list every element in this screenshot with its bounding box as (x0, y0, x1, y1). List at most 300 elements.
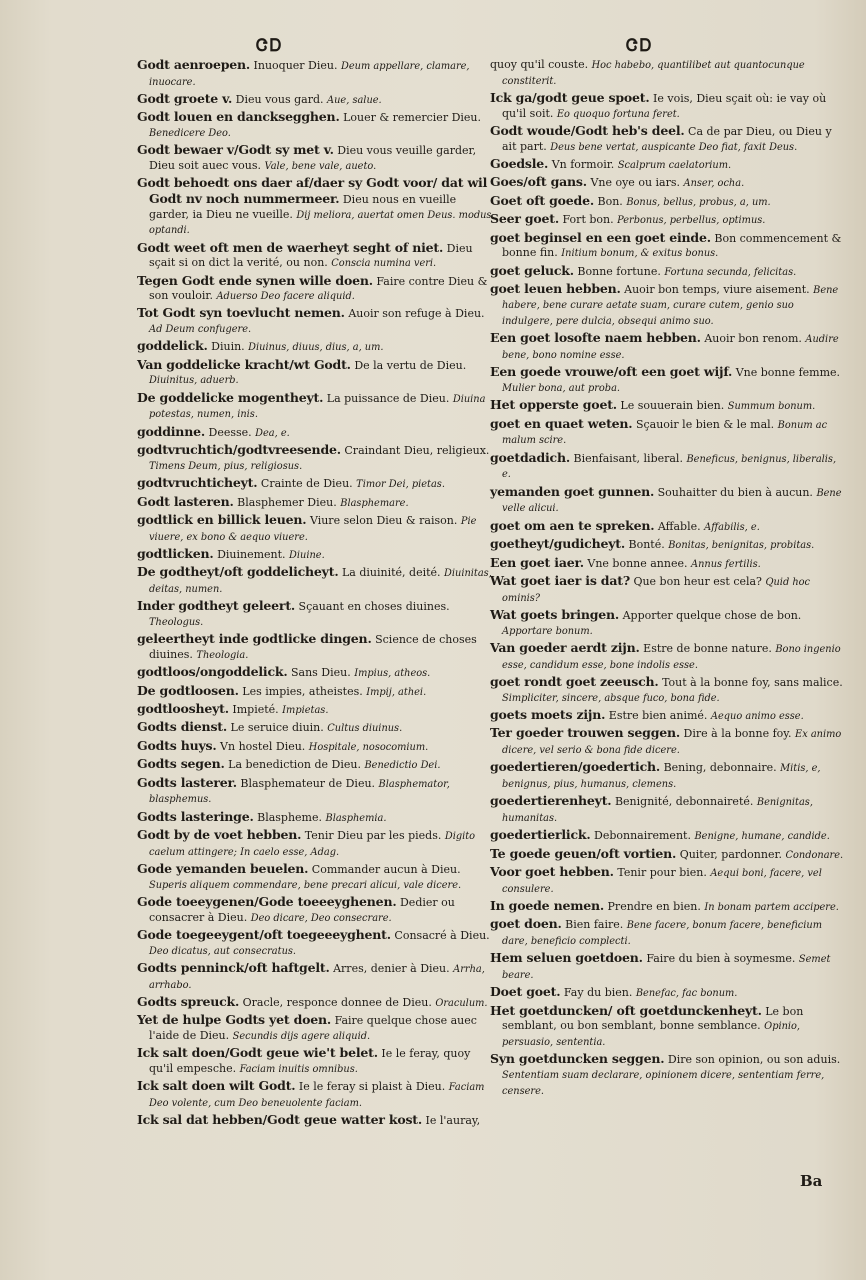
entry-french: Le souuerain bien. (620, 399, 725, 413)
entry-latin: Annus fertilis. (691, 558, 761, 570)
entry-headword: Hem seluen goetdoen. (490, 950, 643, 966)
dictionary-entry (137, 274, 493, 305)
dictionary-entry (137, 1013, 493, 1044)
entry-latin: Scalprum caelatorium. (617, 159, 732, 171)
entry-latin: Hoc habebo, quantilibet aut quantocunque constiterit. (502, 60, 805, 87)
entry-headword: Godt bewaer v/Godt sy met v. (137, 142, 334, 158)
entry-headword: goedertieren/goedertich. (490, 759, 661, 775)
entry-latin: Semet beare. (502, 954, 831, 981)
entry-headword: Godts lasterer. (137, 774, 237, 790)
entry-french: Estre de bonne nature. (643, 641, 772, 655)
dictionary-entry (137, 425, 493, 442)
entry-latin: Diuinitus, aduerb. (149, 375, 239, 387)
entry-latin: Bonum ac malum scire. (502, 419, 828, 447)
entry-french: Ca de par Dieu, ou Dieu y ait part. (502, 124, 832, 153)
entry-latin: Cultus diuinus. (327, 723, 403, 735)
entry-french: Arres, denier à Dieu. (333, 961, 450, 975)
entry-french: Le seruice diuin. (230, 721, 324, 735)
entry-latin: Audire bene, bono nomine esse. (502, 334, 839, 362)
entry-headword: goedertierlick. (490, 827, 591, 843)
entry-headword: Godts huys. (137, 737, 217, 753)
dictionary-entry (137, 632, 493, 663)
entry-latin: Blasphemia. (325, 812, 387, 824)
entry-latin: Theologus. (149, 616, 204, 628)
dictionary-entry (490, 951, 846, 983)
entry-french: Bon. (597, 194, 623, 208)
entry-latin: Secundis dijs agere aliquid. (232, 1030, 371, 1042)
entry-latin: Benigne, humane, candide. (694, 831, 830, 843)
entry-latin: Apportare bonum. (502, 625, 593, 637)
dictionary-entry (137, 720, 493, 737)
entry-latin: Quid hoc ominis? (502, 576, 811, 604)
entry-latin: Arrha, arrhabo. (149, 963, 485, 991)
entry-french: Vne oye ou iars. (590, 176, 680, 190)
entry-headword: Seer goet. (490, 211, 560, 227)
entry-latin: Initium bonum, & exitus bonus. (561, 248, 719, 260)
entry-french: Science de choses diuines. (149, 633, 477, 661)
entry-french: Oracle, responce donnee de Dieu. (242, 995, 432, 1009)
entry-french: Sans Dieu. (290, 666, 351, 680)
entry-latin: Superis aliquem commendare, bene precari alicui, vale dicere. (149, 879, 462, 891)
entry-headword: Ick salt doen wilt Godt. (137, 1078, 296, 1094)
entry-headword: Wat goets bringen. (490, 606, 620, 622)
dictionary-entry (137, 58, 493, 90)
dictionary-entry (490, 1004, 846, 1051)
dictionary-entry (137, 339, 493, 356)
dictionary-entry (490, 157, 846, 174)
entry-french: Bening, debonnaire. (663, 761, 777, 775)
entry-latin: Diuinus, diuus, dius, a, um. (248, 342, 384, 354)
entry-latin: Ex animo dicere, vel serio & bona fide dicere. (502, 729, 842, 756)
dictionary-entry (490, 917, 846, 949)
entry-french: Bonne fortune. (577, 264, 661, 278)
dictionary-entry (137, 1079, 493, 1111)
entry-french: quoy qu'il couste. (490, 58, 589, 71)
entry-latin: Blasphemare. (340, 497, 409, 509)
dictionary-entry (137, 739, 493, 756)
entry-french: Ie l'auray, (425, 1114, 481, 1128)
entry-headword: Van goeder aerdt zijn. (490, 639, 640, 655)
entry-headword: goddinne. (137, 423, 205, 439)
entry-headword: Godt behoedt ons daer af/daer sy Godt voor/ dat wil Godt nv noch nummermeer. (137, 175, 488, 206)
entry-latin: In bonam partem accipere. (704, 902, 839, 913)
entry-headword: godtvruchtich/godtvreesende. (137, 442, 341, 458)
entry-headword: Godt lasteren. (137, 493, 234, 509)
entry-headword: Goes/oft gans. (490, 174, 587, 190)
entry-headword: goetdadich. (490, 449, 570, 465)
entry-latin: Condonare. (785, 849, 844, 861)
entry-french: Ie le feray si plaist à Dieu. (298, 1080, 446, 1094)
entry-headword: goet leuen hebben. (490, 280, 621, 296)
entry-headword: goet en quaet weten. (490, 415, 633, 431)
dictionary-entry (490, 726, 846, 758)
entry-french: Prendre en bien. (607, 900, 701, 913)
dictionary-entry (490, 537, 846, 554)
entry-french: Louer & remercier Dieu. (343, 111, 481, 125)
dictionary-entry (490, 985, 846, 1002)
entry-french: Fort bon. (562, 213, 614, 227)
dictionary-entry (137, 1046, 493, 1077)
entry-latin: Fortuna secunda, felicitas. (664, 266, 797, 278)
entry-headword: goetheyt/gudicheyt. (490, 536, 626, 552)
dictionary-entry (490, 231, 846, 262)
dictionary-entry (490, 899, 846, 916)
entry-latin: Dea, e. (255, 427, 290, 439)
entry-latin: Sententiam suam declarare, opinionem dicere, sententiam ferre, censere. (502, 1069, 825, 1097)
entry-headword: In goede nemen. (490, 898, 605, 913)
entry-headword: Ick ga/godt geue spoet. (490, 89, 650, 105)
dictionary-entry (137, 702, 493, 719)
entry-french: Auoir son refuge à Dieu. (348, 307, 485, 321)
dictionary-entry (137, 391, 493, 423)
entry-french: Dire à la bonne foy. (683, 727, 792, 741)
dictionary-entry (137, 358, 493, 389)
entry-french: Blasphemateur de Dieu. (240, 776, 376, 790)
dictionary-entry (490, 282, 846, 330)
entry-french: Apporter quelque chose de bon. (622, 608, 802, 622)
entry-headword: Godt woude/Godt heb's deel. (490, 122, 685, 138)
entry-headword: goet rondt goet zeeusch. (490, 673, 659, 689)
entry-headword: Syn goetduncken seggen. (490, 1051, 665, 1067)
entry-headword: Het goetduncken/ oft goetdunckenheyt. (490, 1002, 762, 1018)
entry-french: Faire quelque chose auec l'aide de Dieu. (149, 1014, 477, 1042)
entry-french: Le bon semblant, ou bon semblant, bonne semblance. (502, 1004, 804, 1033)
dictionary-entry (490, 760, 846, 792)
entry-latin: Impietas. (282, 705, 329, 717)
entry-headword: Godts lasteringe. (137, 808, 254, 824)
entry-latin: Eo quoquo fortuna feret. (556, 108, 680, 120)
entry-headword: Inder godtheyt geleert. (137, 598, 296, 614)
entry-headword: godtlicken. (137, 545, 214, 561)
entry-latin: Benignitas, humanitas. (502, 797, 813, 824)
entry-french: Inuoquer Dieu. (253, 59, 338, 72)
entry-headword: goet om aen te spreken. (490, 517, 655, 533)
entry-headword: goet doen. (490, 916, 562, 932)
entry-headword: godtlick en billick leuen. (137, 511, 307, 527)
right-column (490, 58, 846, 1101)
dictionary-entry (490, 365, 846, 396)
entry-french: Dieu nous en vueille garder, ia Dieu ne vueille. (149, 192, 457, 221)
entry-french: Souhaitter du bien à aucun. (657, 485, 813, 499)
entry-french: Dedier ou consacrer à Dieu. (149, 896, 455, 924)
entry-french: Craindant Dieu, religieux. (344, 444, 490, 458)
dictionary-entry (137, 547, 493, 564)
dictionary-entry (137, 665, 493, 682)
dictionary-entry (490, 451, 846, 483)
dictionary-entry (490, 556, 846, 573)
entry-headword: Het opperste goet. (490, 397, 617, 413)
entry-latin: Bene habere, bene curare aetate suam, curare cutem, genio suo indulgere, pere dulcia, obsequi animo suo. (502, 284, 839, 328)
entry-headword: Voor goet hebben. (490, 864, 614, 880)
entry-french: Affable. (657, 519, 701, 533)
entry-headword: Godts segen. (137, 756, 225, 772)
entry-latin: Opinio, persuasio, sententia. (502, 1021, 801, 1048)
dictionary-entry (490, 417, 846, 449)
entry-headword: Ick sal dat hebben/Godt geue watter kost. (137, 1112, 423, 1128)
entry-latin: Aequi boni, facere, vel consulere. (502, 868, 822, 895)
entry-headword: Ick salt doen/Godt geue wie't belet. (137, 1045, 378, 1061)
entry-headword: Godt groete v. (137, 90, 233, 106)
dictionary-entry (137, 599, 493, 630)
entry-headword: Een goet losofte naem hebben. (490, 330, 701, 346)
entry-french: Vn formoir. (551, 157, 615, 171)
entry-french: Benignité, debonnaireté. (614, 795, 754, 809)
entry-latin: Diuine. (289, 549, 325, 561)
dictionary-entry (490, 58, 846, 89)
entry-french: Dieu vous veuille garder, Dieu soit auec vous. (149, 144, 477, 172)
entry-french: Auoir bon temps, viure aisement. (624, 282, 810, 296)
dictionary-entry (137, 995, 493, 1012)
entry-french: Vne bonne femme. (735, 366, 841, 380)
entry-latin: Vale, bene vale, aueto. (264, 160, 377, 172)
entry-french: Fay du bien. (563, 986, 633, 1000)
running-header (0, 36, 866, 60)
entry-headword: Godts penninck/oft haftgelt. (137, 959, 330, 975)
entry-french: Tenir Dieu par les pieds. (304, 829, 442, 843)
dictionary-entry (490, 865, 846, 897)
dictionary-entry (490, 264, 846, 281)
entry-headword: godtloos/ongoddelick. (137, 664, 288, 680)
entry-headword: goet geluck. (490, 262, 574, 278)
entry-headword: Godt louen en dancksegghen. (137, 109, 340, 125)
entry-latin: Ad Deum confugere. (149, 324, 252, 336)
entry-headword: Te goede geuen/oft vortien. (490, 845, 677, 861)
entry-latin: Aduerso Deo facere aliquid. (216, 291, 355, 303)
entry-headword: Goedsle. (490, 155, 549, 171)
header-left-mark: ᏣᎠ (256, 36, 284, 56)
entry-french: La diuinité, deité. (341, 566, 441, 580)
dictionary-entry (490, 519, 846, 536)
dictionary-entry (490, 398, 846, 415)
dictionary-entry (137, 110, 493, 141)
entry-headword: goddelick. (137, 338, 208, 354)
entry-french: Diuinement. (217, 547, 286, 561)
entry-headword: Een goet iaer. (490, 554, 584, 570)
entry-latin: Aequo animo esse. (710, 710, 804, 722)
entry-latin: Mitis, e, benignus, pius, humanus, clemens. (502, 763, 821, 790)
entry-headword: De goddelicke mogentheyt. (137, 389, 324, 405)
dictionary-entry (137, 241, 493, 272)
header-right-mark: ᏣᎠ (626, 36, 654, 56)
dictionary-entry (137, 495, 493, 512)
entry-latin: Blasphemator, blasphemus. (149, 778, 450, 806)
dictionary-entry (137, 862, 493, 893)
dictionary-entry (490, 641, 846, 673)
entry-latin: Impius, atheos. (354, 668, 431, 680)
entry-french: Bienfaisant, liberal. (573, 451, 683, 465)
entry-french: Faire du bien à soymesme. (646, 952, 796, 966)
dictionary-entry (490, 847, 846, 864)
entry-headword: Goet oft goede. (490, 192, 595, 208)
entry-latin: Diuinitas, deitas, numen. (149, 568, 492, 595)
entry-headword: Yet de hulpe Godts yet doen. (137, 1012, 332, 1028)
entry-french: Auoir bon renom. (704, 332, 802, 346)
entry-latin: Aue, salue. (327, 94, 382, 106)
entry-headword: Gode yemanden beuelen. (137, 861, 309, 877)
entry-french: Vn hostel Dieu. (220, 739, 306, 753)
dictionary-entry (490, 794, 846, 826)
entry-latin: Deo dicatus, aut consecratus. (149, 945, 297, 957)
entry-latin: Deus bene vertat, auspicante Deo fiat, faxit Deus. (550, 141, 798, 153)
entry-headword: geleertheyt inde godtlicke dingen. (137, 631, 372, 647)
dictionary-entry (490, 608, 846, 639)
dictionary-entry (490, 91, 846, 122)
entry-french: Viure selon Dieu & raison. (309, 513, 458, 527)
dictionary-entry (490, 331, 846, 363)
dictionary-entry (137, 895, 493, 926)
entry-french: Faire contre Dieu & son vouloir. (149, 274, 488, 303)
entry-french: Bonté. (628, 538, 665, 552)
entry-french: Dieu vous gard. (235, 92, 324, 106)
entry-latin: Conscia numina veri. (331, 258, 437, 270)
entry-latin: Digito caelum attingere; In caelo esse, Adag. (149, 831, 476, 858)
entry-french: Ie vois, Dieu sçait où: ie vay où qu'il soit. (502, 91, 827, 120)
dictionary-entry (137, 176, 493, 238)
entry-headword: Godts dienst. (137, 719, 228, 735)
dictionary-entry (490, 212, 846, 229)
entry-latin: Perbonus, perbellus, optimus. (617, 215, 766, 227)
dictionary-entry (137, 684, 493, 701)
entry-headword: Wat goet iaer is dat? (490, 572, 630, 588)
entry-latin: Pie viuere, ex bono & aequo viuere. (149, 515, 477, 543)
dictionary-entry (137, 961, 493, 993)
dictionary-entry (137, 513, 493, 545)
dictionary-entry (490, 485, 846, 517)
entry-headword: goedertierenheyt. (490, 793, 612, 809)
entry-french: Sçauant en choses diuines. (298, 600, 450, 614)
entry-headword: Gode toeeygenen/Gode toeeeyghenen. (137, 894, 397, 909)
entry-french: Diuin. (211, 340, 245, 354)
entry-french: Crainte de Dieu. (260, 477, 353, 491)
dictionary-entry (490, 1052, 846, 1099)
entry-headword: Doet goet. (490, 984, 561, 1000)
entry-french: Impieté. (232, 703, 279, 717)
dictionary-entry (137, 810, 493, 827)
entry-headword: Godts spreuck. (137, 993, 240, 1009)
entry-latin: Deo dicare, Deo consecrare. (250, 912, 392, 924)
entry-latin: Timor Dei, pietas. (356, 479, 445, 491)
entry-latin: Bene facere, bonum facere, beneficium dare, beneficio complecti. (502, 920, 823, 947)
entry-french: Sçauoir le bien & le mal. (635, 417, 775, 431)
entry-french: Que bon heur est cela? (633, 574, 762, 588)
dictionary-entry (490, 675, 846, 706)
entry-headword: Godt aenroepen. (137, 57, 251, 72)
entry-headword: Tot Godt syn toevlucht nemen. (137, 305, 345, 321)
dictionary-entry (137, 443, 493, 474)
dictionary-entry (137, 565, 493, 597)
entry-headword: Ter goeder trouwen seggen. (490, 725, 681, 741)
entry-latin: Summum bonum. (727, 401, 816, 413)
dictionary-entry (490, 124, 846, 155)
entry-latin: Hospitale, nosocomium. (308, 741, 429, 753)
entry-french: Consacré à Dieu. (394, 928, 490, 942)
entry-french: Blasphemer Dieu. (237, 495, 337, 509)
entry-french: Deesse. (208, 425, 252, 439)
entry-latin: Anser, ocha. (683, 178, 745, 190)
entry-latin: Oraculum. (435, 997, 488, 1009)
entry-latin: Beneficus, benignus, liberalis, e. (502, 453, 837, 481)
entry-french: Les impies, atheistes. (242, 684, 363, 698)
entry-latin: Timens Deum, pius, religiosus. (149, 460, 303, 472)
dictionary-entry (490, 708, 846, 725)
dictionary-entry (137, 757, 493, 774)
dictionary-entry (137, 92, 493, 109)
entry-headword: Een goede vrouwe/oft een goet wijf. (490, 364, 733, 380)
entry-french: Tout à la bonne foy, sans malice. (662, 675, 843, 689)
dictionary-entry (490, 828, 846, 845)
entry-latin: Bonus, bellus, probus, a, um. (626, 196, 771, 208)
entry-headword: Van goddelicke kracht/wt Godt. (137, 356, 351, 372)
dictionary-entry (490, 194, 846, 211)
entry-french: Bon commencement & bonne fin. (502, 231, 842, 260)
entry-latin: Theologia. (196, 649, 249, 661)
dictionary-entry (490, 574, 846, 606)
entry-latin: Simpliciter, sincere, absque fuco, bona fide. (502, 692, 720, 704)
entry-french: Estre bien animé. (608, 708, 708, 722)
entry-latin: Bonitas, benignitas, probitas. (668, 540, 815, 552)
entry-french: La benediction de Dieu. (228, 758, 361, 772)
entry-latin: Bene velle alicui. (502, 487, 842, 515)
entry-headword: godtloosheyt. (137, 701, 229, 717)
entry-latin: Affabilis, e. (704, 521, 760, 533)
dictionary-entry (137, 143, 493, 174)
dictionary-entry (137, 476, 493, 493)
entry-latin: Benefac, fac bonum. (635, 988, 738, 1000)
entry-headword: De godtloosen. (137, 682, 239, 698)
entry-headword: De godtheyt/oft goddelicheyt. (137, 564, 339, 580)
dictionary-entry (137, 1113, 493, 1129)
dictionary-entry (137, 306, 493, 337)
dictionary-entry (137, 828, 493, 860)
signature-mark: Ba (800, 1172, 823, 1190)
entry-latin: Faciam inuitis omnibus. (239, 1063, 358, 1075)
entry-french: La puissance de Dieu. (326, 391, 450, 405)
entry-headword: godtvruchticheyt. (137, 475, 258, 491)
entry-latin: Deum appellare, clamare, inuocare. (149, 61, 470, 88)
left-column (137, 58, 493, 1131)
entry-latin: Faciam Deo volente, cum Deo beneuolente faciam. (149, 1082, 485, 1109)
dictionary-entry (137, 776, 493, 808)
entry-latin: Mulier bona, aut proba. (502, 383, 621, 395)
dictionary-entry (137, 928, 493, 959)
entry-french: Commander aucun à Dieu. (311, 863, 461, 877)
entry-latin: Impij, athei. (366, 686, 427, 698)
entry-headword: Godt weet oft men de waerheyt seght of niet. (137, 239, 444, 255)
entry-french: Vne bonne annee. (587, 556, 688, 570)
entry-latin: Diuina potestas, numen, inis. (149, 393, 486, 421)
entry-french: Blaspheme. (257, 810, 322, 824)
entry-headword: yemanden goet gunnen. (490, 483, 655, 499)
entry-french: Ie le feray, quoy qu'il empesche. (149, 1047, 471, 1075)
entry-latin: Dij meliora, auertat omen Deus. modus optandi. (149, 209, 492, 237)
entry-headword: Gode toegeeygent/oft toegeeeyghent. (137, 926, 391, 942)
entry-french: Bien faire. (565, 918, 624, 932)
entry-latin: Benedicere Deo. (149, 127, 231, 139)
entry-french: De la vertu de Dieu. (354, 358, 467, 372)
entry-french: Debonnairement. (594, 829, 691, 843)
dictionary-entry (490, 175, 846, 192)
entry-headword: goet beginsel en een goet einde. (490, 229, 711, 245)
entry-headword: Godt by de voet hebben. (137, 827, 302, 843)
entry-french: Tenir pour bien. (617, 866, 707, 880)
entry-french: Quiter, pardonner. (679, 847, 783, 861)
entry-latin: Benedictio Dei. (364, 760, 441, 772)
entry-headword: goets moets zijn. (490, 706, 606, 722)
entry-french: Dire son opinion, ou son aduis. (667, 1053, 841, 1067)
entry-latin: Bono ingenio esse, candidum esse, bone indolis esse. (502, 643, 841, 671)
entry-headword: Tegen Godt ende synen wille doen. (137, 272, 373, 288)
entry-french: Dieu sçait si on dict la verité, ou non. (149, 241, 473, 270)
